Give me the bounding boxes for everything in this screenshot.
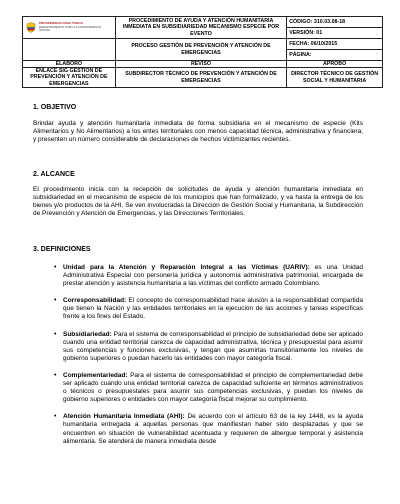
aprobo-label: APROBÓ: [287, 61, 383, 68]
colombia-coat-of-arms-icon: [26, 22, 36, 33]
definition-term: Corresponsabilidad:: [63, 297, 127, 305]
definition-text: Para el sistema de corresponsabilidad el principio de complementariedad debe ser aplicado cuando una entidad territorial carezca de capacidad suficiente en términos administrativos o técnicos o presupuestales para asumir sus competencias exclusivas, y puedan los niveles de gobierno superiores o entidades con mayor categoría fiscal mejorar su cumplimiento.: [63, 371, 363, 404]
logo-line-1: PROSPERIDAD PARA TODOS: [39, 21, 83, 26]
document-header-table: [22, 16, 383, 88]
definition-text: Para el sistema de corresponsabilidad el principio de subsidiariedad debe ser aplicado cuando una entidad territorial carezca de capacidad administrativa, técnica y presupuestal para asumir sus competencias y funciones exclusivas, y tengan que asumirlas transitoriamente los niveles de gobierno superiores o puedan hacerlo las entidades con mayor categoría fiscal.: [63, 330, 363, 362]
definition-item: [33, 331, 363, 363]
definition-term: Unidad para la Atención y Reparación Integral a las Víctimas (UARIV):: [63, 264, 310, 271]
document-code: CÓDIGO: 310.03.08-18: [287, 17, 383, 28]
prosperidad-logo: [26, 22, 112, 33]
definitions-list-wrapper: [33, 264, 363, 455]
logo-cell-empty: [23, 39, 116, 61]
document-version: VERSIÓN: 01: [287, 28, 383, 39]
logo-cell: [23, 17, 116, 39]
elaboro-value: ENLACE SIG GESTIÓN DE PREVENCIÓN Y ATENCIÓN DE EMERGENCIAS: [23, 68, 116, 88]
elaboro-label: ELABORÓ: [23, 61, 116, 68]
aprobo-value: DIRECTOR TÉCNICO DE GESTIÓN SOCIAL Y HUMANITARIA: [287, 68, 383, 88]
section-heading: 3. DEFINICIONES: [33, 246, 91, 253]
section-objetivo-body: [33, 120, 363, 144]
bullet-icon: •: [54, 330, 57, 338]
definition-term: Subsidiariedad:: [63, 330, 112, 338]
definition-text: De acuerdo con el artículo 63 de la ley 1448, es la ayuda humanitaria entregada a aquellas personas que manifiestan haber sido desplazadas y que se encuentren en situación de vulnerabilidad acentuada y requieren de albergue temporal y asistencia alimentaria. Se atenderá de manera inmediata desde: [63, 413, 364, 445]
definitions-list: [33, 264, 363, 446]
bullet-icon: •: [54, 264, 57, 271]
definition-item: [33, 372, 363, 404]
section-heading: 1. OBJETIVO: [33, 104, 77, 111]
section-paragraph: Brindar ayuda y atención humanitaria inmediata de forma subsidiaria en el mecanismo de especie (Kits Alimentarios y No Alimentarios) a los entes territoriales con menos capacidad técnica, administrativa y financiera; y presenten un número considerable de declaraciones de hechos victimizantes recientes.: [33, 120, 363, 144]
definition-text: El concepto de corresponsabilidad hace alusión a la responsabilidad compartida que tienen la Nación y las entidades territoriales en la ejecución de las acciones y tareas específicas frente a los fines del Estado.: [63, 297, 363, 321]
definition-item: [33, 297, 363, 321]
reviso-value: SUBDIRECTOR TÉCNICO DE PREVENCIÓN Y ATENCIÓN DE EMERGENCIAS: [115, 68, 286, 88]
document-date: FECHA: 06/10/2015: [287, 39, 383, 50]
definition-term: Atención Humanitaria Inmediata (AHI):: [63, 413, 185, 421]
definition-item: [33, 413, 363, 445]
section-objetivo: [33, 103, 363, 112]
definition-item: [33, 264, 363, 288]
reviso-label: REVISÓ: [115, 61, 286, 68]
bullet-icon: •: [54, 371, 57, 379]
section-heading: 2. ALCANCE: [33, 171, 75, 178]
definition-text: es una Unidad Administrativa Especial con personería jurídica y autonomía administrativa patrimonial, encargada de prestar atención y asistencia humanitaria a las víctimas del conflicto armado Colombiano.: [63, 264, 363, 288]
process-name: PROCESO GESTIÓN DE PREVENCIÓN Y ATENCIÓN DE EMERGENCIAS: [115, 39, 286, 61]
procedure-title: PROCEDIMIENTO DE AYUDA Y ATENCIÓN HUMANITARIA INMEDIATA EN SUBSIDIARIEDAD MECANISMO ESPECIE POR EVENTO: [115, 17, 286, 39]
definition-term: Complementariedad:: [63, 371, 128, 379]
section-alcance-body: [33, 186, 363, 218]
section-definiciones: [33, 245, 363, 254]
section-paragraph: El procedimiento inicia con la recepción de solicitudes de ayuda y atención humanitaria inmediata en subsidiariedad en el mecanismo de especie de los municipios que han formalizado, y va hasta la entrega de los bienes y/o productos de la AHI. Se ven involucradas la Dirección de Gestión Social y Humanitaria, la Subdirección de Prevención y Atención de Emergencias, y las Direcciones Territoriales.: [33, 186, 363, 218]
logo-line-2: DEPARTAMENTO PARA LA PROSPERIDAD SOCIAL: [39, 24, 101, 33]
document-page-number: PÁGINA:: [287, 50, 383, 61]
bullet-icon: •: [54, 297, 57, 305]
bullet-icon: •: [54, 413, 57, 421]
section-alcance: [33, 170, 363, 179]
